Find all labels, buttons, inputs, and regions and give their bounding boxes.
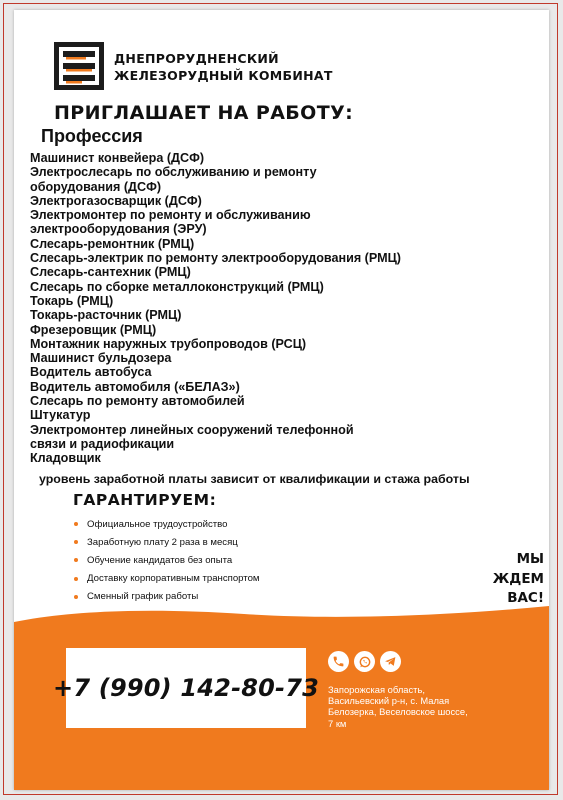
headline: ПРИГЛАШАЕТ НА РАБОТУ: — [54, 102, 354, 124]
salary-note: уровень заработной платы зависит от квалификации и стажа работы — [39, 472, 470, 486]
profession-label: Профессия — [41, 126, 143, 146]
address — [328, 684, 468, 729]
guarantee-list — [74, 515, 260, 606]
job-item: Водитель автобуса — [30, 365, 152, 380]
contact-icons — [328, 651, 401, 672]
company-logo-icon — [54, 42, 104, 90]
company-name-line1: ДНЕПРОРУДНЕНСКИЙ — [114, 51, 279, 66]
job-poster — [14, 10, 549, 790]
bullet-icon — [74, 522, 78, 526]
job-item: Монтажник наружных трубопроводов (РСЦ) — [30, 336, 307, 351]
wait-line2: ЖДЕМ — [492, 570, 544, 587]
guarantee-text: Доставку корпоративным транспортом — [87, 573, 260, 585]
bullet-icon — [74, 558, 78, 562]
address-line: Васильевский р-н, с. Малая — [328, 695, 450, 707]
bullet-icon — [74, 595, 78, 599]
guarantee-item — [74, 588, 260, 606]
job-item: Электрогазосварщик (ДСФ) — [30, 193, 202, 208]
job-item: Машинист бульдозера — [30, 351, 172, 366]
guarantee-title: ГАРАНТИРУЕМ: — [73, 491, 217, 509]
job-item: Кладовщик — [30, 451, 101, 466]
guarantee-item — [74, 551, 260, 569]
address-line: Белозерка, Веселовское шоссе, — [328, 706, 468, 718]
guarantee-item — [74, 570, 260, 588]
job-item: Токарь-расточник (РМЦ) — [30, 308, 182, 323]
job-item: Машинист конвейера (ДСФ) — [30, 151, 205, 165]
job-item: Фрезеровщик (РМЦ) — [30, 322, 157, 337]
job-item: Слесарь-сантехник (РМЦ) — [30, 265, 191, 280]
job-list — [30, 151, 401, 466]
address-line: Запорожская область, — [328, 684, 425, 695]
telegram-icon[interactable] — [380, 651, 401, 672]
phone-box — [53, 648, 319, 728]
job-item: Слесарь по ремонту автомобилей — [30, 394, 245, 409]
job-item: связи и радиофикации — [30, 436, 175, 451]
job-item: Водитель автомобиля («БЕЛАЗ») — [30, 379, 240, 394]
job-item: Электромонтер по ремонту и обслуживанию — [30, 208, 311, 223]
job-item: Штукатур — [30, 408, 91, 423]
wait-line3: ВАС! — [507, 590, 544, 606]
bullet-icon — [74, 540, 78, 544]
company-name — [114, 50, 333, 84]
address-line: 7 км — [328, 717, 347, 729]
job-item: Слесарь-ремонтник (РМЦ) — [30, 236, 195, 251]
job-item: Слесарь-электрик по ремонту электрооборудования (РМЦ) — [30, 251, 401, 266]
job-item: электрооборудования (ЭРУ) — [30, 222, 207, 237]
bullet-icon — [74, 577, 78, 581]
job-item: Токарь (РМЦ) — [30, 293, 114, 308]
phone-number[interactable]: +7 (990) 142-80-73 — [53, 674, 319, 702]
guarantee-text: Официальное трудоустройство — [87, 518, 228, 530]
guarantee-item — [74, 533, 260, 551]
job-item: Электромонтер линейных сооружений телефонной — [30, 422, 354, 437]
phone-icon[interactable] — [328, 651, 349, 672]
job-item: Электрослесарь по обслуживанию и ремонту — [30, 165, 317, 180]
job-item: оборудования (ДСФ) — [30, 179, 162, 194]
guarantee-text: Обучение кандидатов без опыта — [87, 554, 233, 566]
company-name-line2: ЖЕЛЕЗОРУДНЫЙ КОМБИНАТ — [114, 68, 333, 83]
guarantee-text: Заработную плату 2 раза в месяц — [87, 536, 238, 548]
guarantee-item — [74, 515, 260, 533]
wait-line1: МЫ — [516, 551, 544, 567]
whatsapp-icon[interactable] — [354, 651, 375, 672]
job-item: Слесарь по сборке металлоконструкций (РМЦ) — [30, 279, 324, 294]
wait-slogan — [464, 550, 544, 609]
guarantee-text: Сменный график работы — [87, 591, 199, 603]
